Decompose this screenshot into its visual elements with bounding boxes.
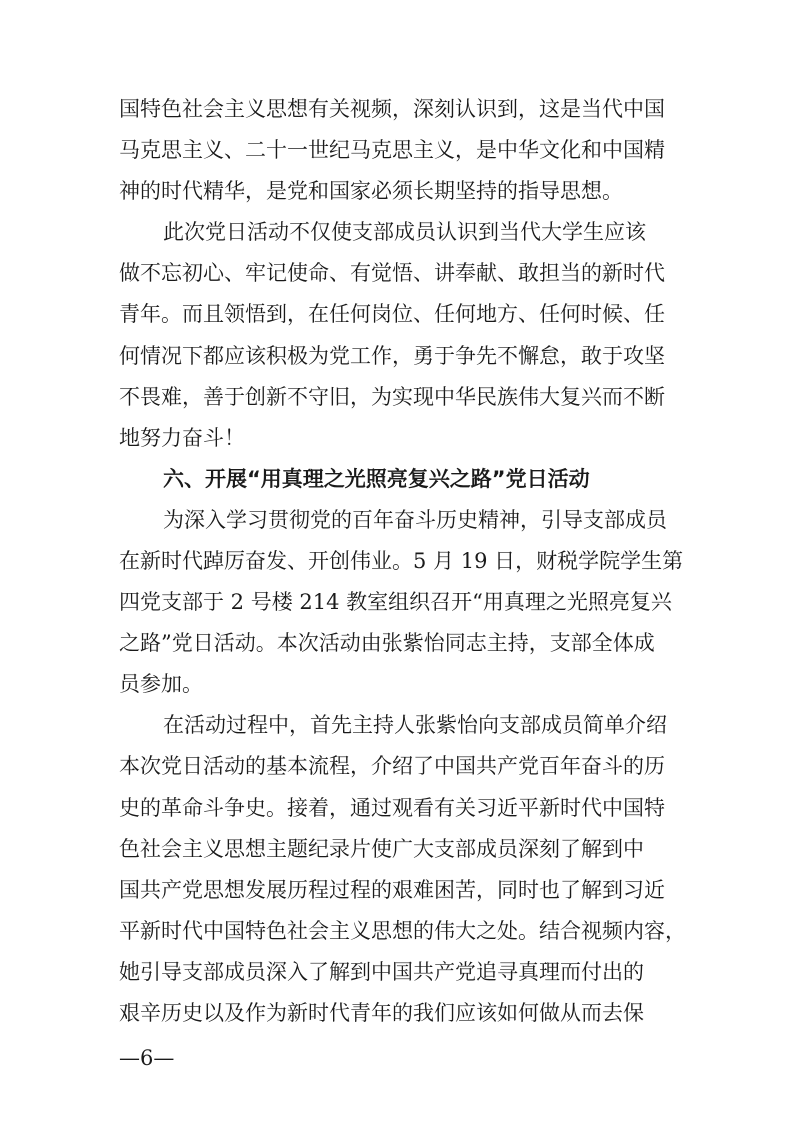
section-heading: 六、开展“用真理之光照亮复兴之路”党日活动 [163, 467, 590, 491]
text-line-12: 在新时代踔厉奋发、开创伟业。5 月 19 日，财税学院学生第 [119, 549, 684, 573]
text-line-11: 为深入学习贯彻党的百年奋斗历史精神，引导支部成员 [163, 508, 667, 532]
page-number: —6— [119, 1046, 175, 1070]
text-line-15: 员参加。 [119, 672, 203, 696]
text-line-6: 青年。而且领悟到，在任何岗位、任何地方、任何时候、任 [119, 302, 665, 326]
text-line-5: 做不忘初心、牢记使命、有觉悟、讲奉献、敢担当的新时代 [119, 261, 665, 285]
text-line-7: 何情况下都应该积极为党工作，勇于争先不懈怠，敢于攻坚 [119, 344, 665, 368]
text-line-13: 四党支部于 2 号楼 214 教室组织召开“用真理之光照亮复兴 [119, 590, 672, 614]
text-line-9: 地努力奋斗！ [119, 426, 245, 450]
text-line-2: 马克思主义、二十一世纪马克思主义，是中华文化和中国精 [119, 138, 665, 162]
text-line-1: 国特色社会主义思想有关视频，深刻认识到，这是当代中国 [119, 97, 665, 121]
text-line-14: 之路”党日活动。本次活动由张紫怡同志主持，支部全体成 [119, 631, 655, 655]
text-line-18: 史的革命斗争史。接着，通过观看有关习近平新时代中国特 [119, 796, 665, 820]
text-line-20: 国共产党思想发展历程过程的艰难困苦，同时也了解到习近 [119, 878, 665, 902]
text-line-23: 艰辛历史以及作为新时代青年的我们应该如何做从而去保 [119, 1001, 644, 1025]
text-line-19: 色社会主义思想主题纪录片使广大支部成员深刻了解到中 [119, 837, 644, 861]
text-line-17: 本次党日活动的基本流程，介绍了中国共产党百年奋斗的历 [119, 754, 665, 778]
text-line-22: 她引导支部成员深入了解到中国共产党追寻真理而付出的 [119, 960, 644, 984]
text-line-4: 此次党日活动不仅使支部成员认识到当代大学生应该 [163, 220, 646, 244]
text-line-8: 不畏难，善于创新不守旧，为实现中华民族伟大复兴而不断 [119, 385, 665, 409]
text-line-21: 平新时代中国特色社会主义思想的伟大之处。结合视频内容， [119, 919, 686, 943]
text-line-3: 神的时代精华，是党和国家必须长期坚持的指导思想。 [119, 179, 623, 203]
text-line-16: 在活动过程中，首先主持人张紫怡向支部成员简单介绍 [163, 713, 667, 737]
